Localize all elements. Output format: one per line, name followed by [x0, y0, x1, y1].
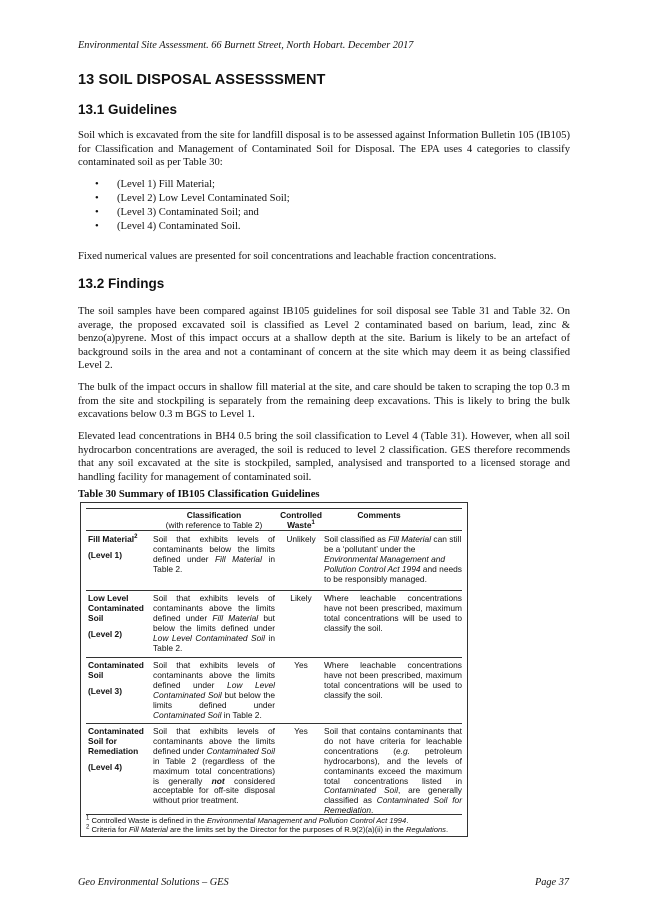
- footnote-1: $^1$ Controlled Waste is defined in the Environmental Management and Pollution Control Act 1994.: [86, 815, 409, 825]
- table-rule: [86, 657, 462, 658]
- category-list: [95, 178, 290, 234]
- table-rule: [86, 590, 462, 591]
- footer-company: Geo Environmental Solutions – GES: [78, 877, 229, 888]
- table-rule: [86, 814, 462, 815]
- list-item: • (Level 2) Low Level Contaminated Soil;: [95, 192, 290, 206]
- findings-paragraph-3: Elevated lead concentrations in BH4 0.5 bring the soil classification to Level 4 (Table 31). However, when all soil hydrocarbon concentrations are averaged, the soil is reduced to level 2 classification. GES therefore recommends that any soil excavated at the site is stockpiled, sampled, analysised and transported to a licensed storage and handling facility for management of contaminated soil.: [78, 431, 570, 483]
- header-classification: Classification (with reference to Table 2): [165, 510, 263, 530]
- guidelines-closing: Fixed numerical values are presented for soil concentrations and leachable fraction concentrations.: [78, 251, 497, 262]
- table-rule: [86, 530, 462, 531]
- page-number: Page 37: [534, 877, 569, 888]
- header-comments: Comments: [357, 510, 401, 520]
- findings-paragraph-1: The soil samples have been compared against IB105 guidelines for soil disposal see Table 31 and Table 32. On average, the proposed excavated soil is classified as Level 2 contaminated based on barium, lead, zinc & benzo(a)pyrene. Most of this impact occurs at a shallow depth at the site. Barium is likely to be an artefact of background soils in the area and not a contaminant of concern at the site which may deem it as being classified Level 2.: [78, 306, 570, 372]
- list-item: • (Level 4) Contaminated Soil.: [95, 220, 290, 234]
- table-caption: Table 30 Summary of IB105 Classification Guidelines: [78, 489, 320, 500]
- list-item: • (Level 3) Contaminated Soil; and: [95, 206, 290, 220]
- list-item: • (Level 1) Fill Material;: [95, 178, 290, 192]
- running-header: Environmental Site Assessment. 66 Burnett Street, North Hobart. December 2017: [78, 40, 414, 51]
- table-rule: [86, 723, 462, 724]
- guidelines-intro: Soil which is excavated from the site for landfill disposal is to be assessed against Information Bulletin 105 (IB105) for Classification and Management of Contaminated Soil for Disposal. The EPA uses 4 categories to classify contaminated soil as per Table 30:: [78, 130, 570, 169]
- findings-heading: 13.2 Findings: [78, 276, 165, 291]
- classification-table: Classification (with reference to Table 2) Controlled Waste$^1$ Comments Fill Material$^2$ (Level 1) Soil that exhibits levels of contaminants below the limits defined under Fill Material in Table 2. Unlikely Soil classified as Fill Material can still be a ‘pollutant’ under the Environmental Management and Pollution Control Act 1994 and needs to be responsibly managed. Low Level Contaminated Soil (Level 2) Soil that exhibits levels of contaminants above the limits defined under Fill Material but below the limits defined under Low Level Contaminated Soil in Table 2. Likely Where leachable concentrations have not been prescribed, maximum total concentrations will be used to classify the soil. Contaminated Soil (Level 3) Soil that exhibits levels of contaminants above the limits defined under Low Level Contaminated Soil but below the limits defined under Contaminated Soil in Table 2. Yes Where leachable concentrations have not been prescribed, maximum total concentrations will be used to classify the soil. Contaminated Soil for Remediation (Level 4) Soil that exhibits levels of contaminants above the limits defined under Contaminated Soil in Table 2 (regardless of the maximum total concentrations) is generally not considered acceptable for off-site disposal without prior treatment. Yes Soil that contains contaminants that do not have criteria for leachable concentrations (e.g. petroleum hydrocarbons), and the levels of contaminants exceed the maximum total concentrations listed in Contaminated Soil, are generally classified as Contaminated Soil for Remediation. $^1$ Controlled Waste is defined in the Environmental Management and Pollution Control Act 1994. $^2$ Criteria for Fill Material are the limits set by the Director for the purposes of R.9(2)(a)(ii) in the Regulations.: [80, 502, 468, 837]
- header-controlled-waste: Controlled Waste$^1$: [280, 510, 322, 530]
- footnote-2: $^2$ Criteria for Fill Material are the limits set by the Director for the purposes of R.9(2)(a)(ii) in the Regulations.: [86, 824, 449, 834]
- guidelines-heading: 13.1 Guidelines: [78, 102, 178, 117]
- section-heading: 13 SOIL DISPOSAL ASSESSSMENT: [78, 72, 326, 88]
- findings-paragraph-2: The bulk of the impact occurs in shallow fill material at the site, and care should be taken to scraping the top 0.3 m from the site and stockpiling is separately from the remaining deep excavations. This is likely to bring the bulk excavations below 0.3 m BGS to Level 1.: [78, 382, 570, 421]
- table-rule: [86, 508, 462, 509]
